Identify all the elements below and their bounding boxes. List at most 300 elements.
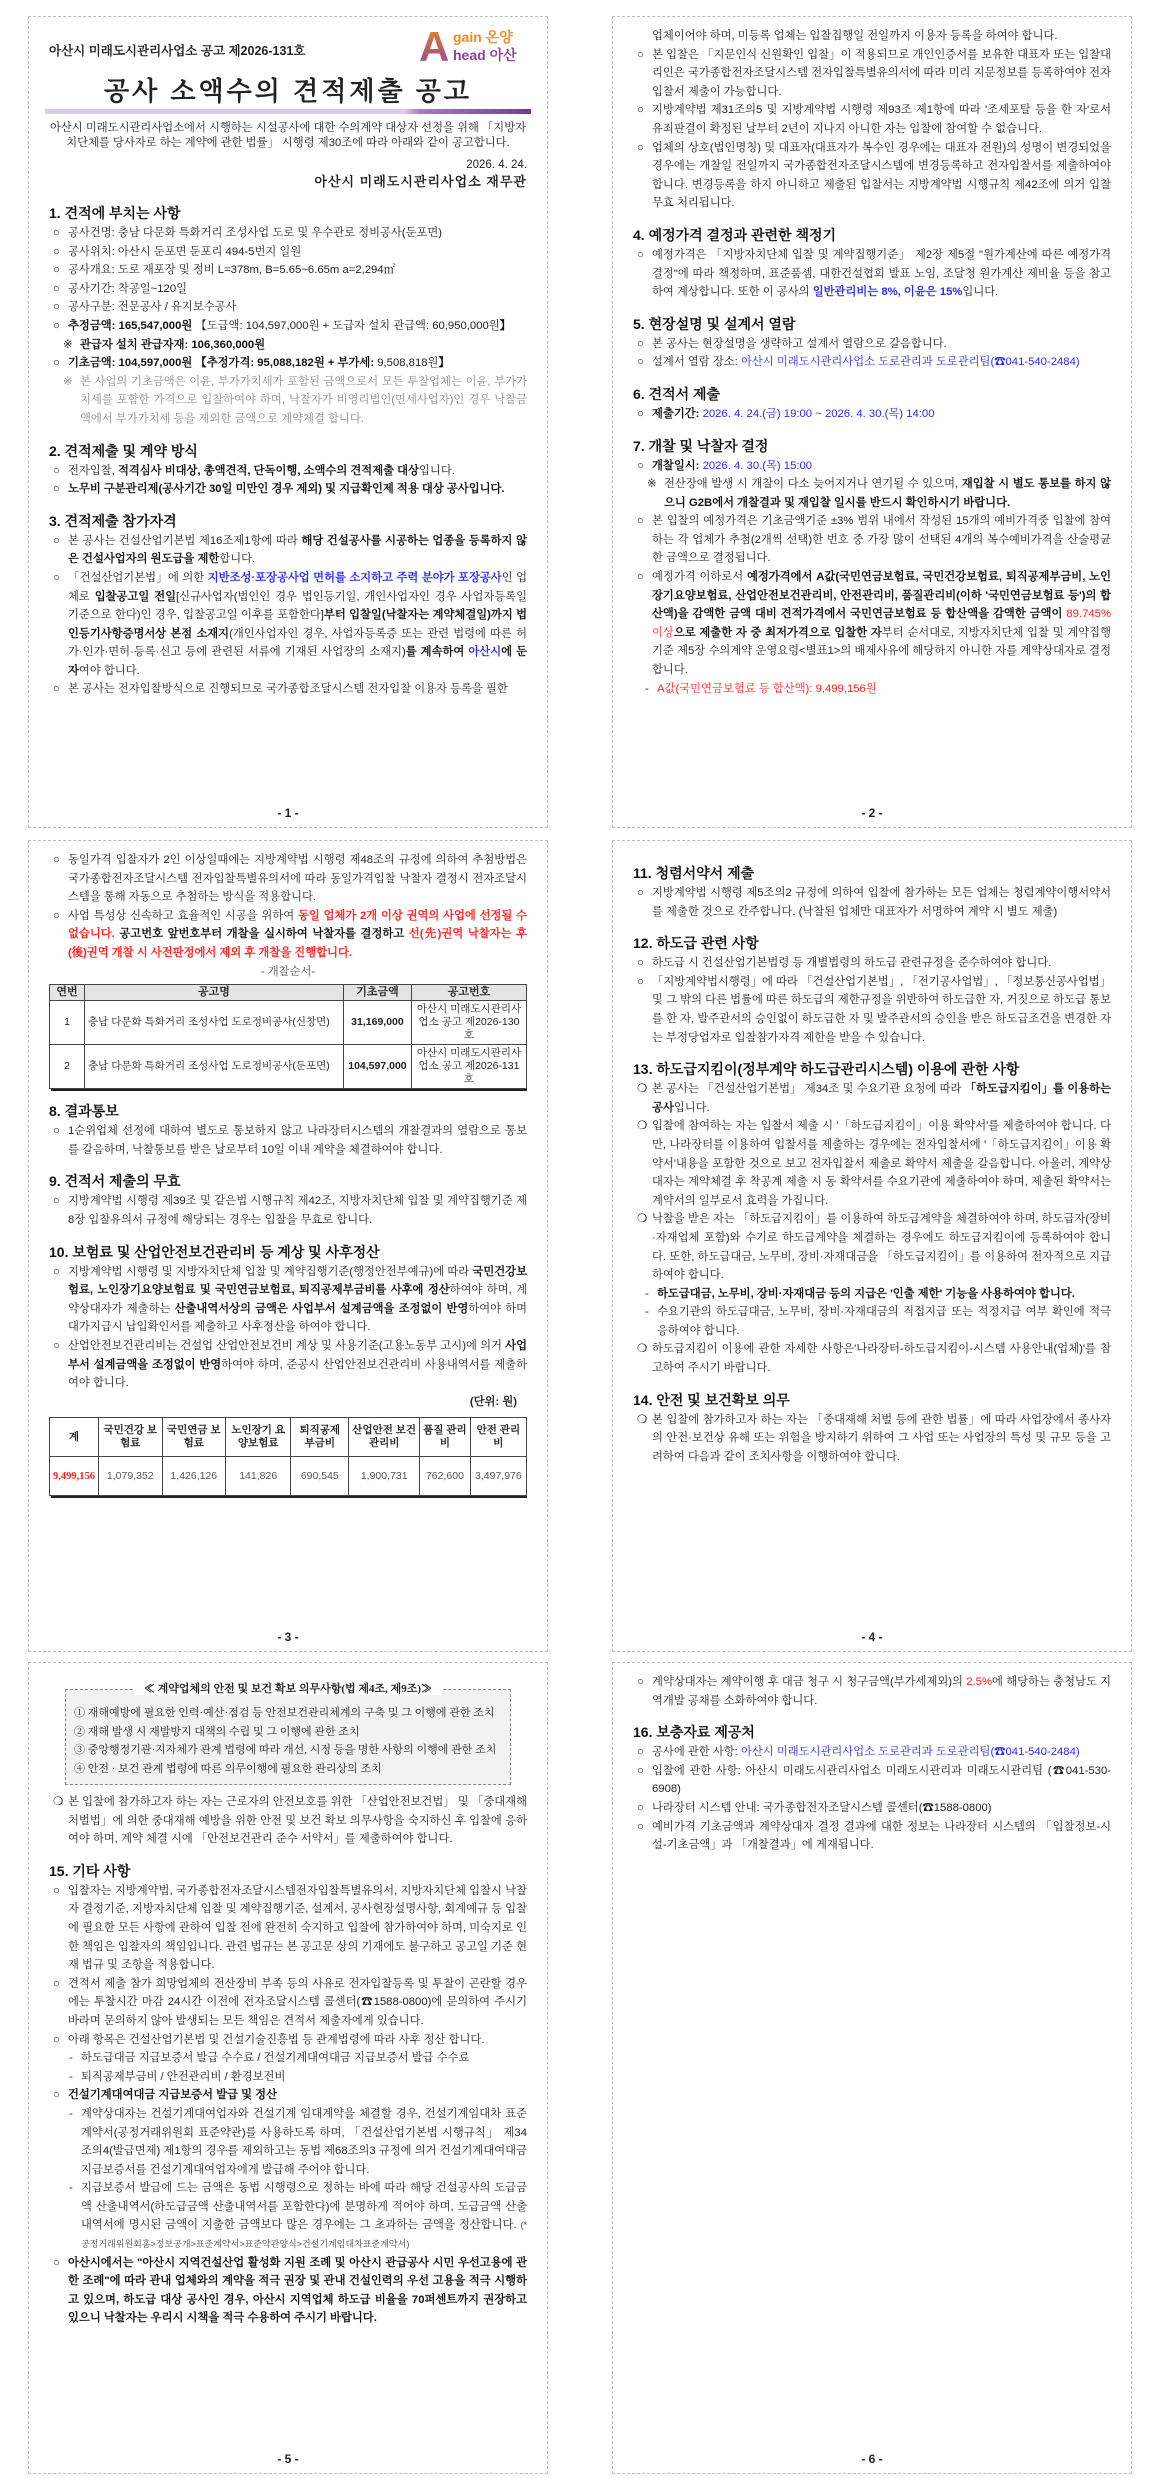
bullet-marker: ○ (637, 957, 644, 970)
item-text (68, 907, 527, 963)
text-run: 2026. 4. 30.(목) 15:00 (702, 459, 813, 472)
bullet-item (633, 954, 1111, 973)
item-text (657, 1285, 1111, 1304)
text-run: 지방계약법 시행령 및 지방자치단체 입찰 및 계약집행기준(행정안전부예규)에 따라 (68, 1265, 473, 1278)
bullet-item (49, 1192, 527, 1229)
text-run: 아래 항목은 건설산업기본법 및 건설기술진흥법 등 관계법령에 따라 사후 정산 합니다. (68, 2033, 485, 2046)
text-run: 본 입찰에 참가하고자 하는 자는 근로자의 안전보호를 위한 「산업안전보건법」 및 「중대재해처벌법」에 의한 중대재해 예방을 위한 안전 및 보건 확보 의무사항을 숙지하신 후 입찰에 응하여야 하며, 계약 체결 시에 「안전보건관리 준수 서약서」를 제출하여야 합니다. (68, 1796, 527, 1846)
box-item: ③ 중앙행정기관·지자체가 관계 법령에 따라 개선, 시정 등을 명한 사항의 이행에 관한 조치 (74, 1744, 497, 1756)
section-heading: 9. 견적서 제출의 무효 (49, 1173, 181, 1190)
text-run: 공사개요: 도로 재포장 및 정비 L=378m, B=5.65~6.65m a=2,294㎡ (68, 264, 395, 277)
text-run: 하여야 하며, 준공시 산업안전보건관리비 사용내역서를 제출하여야 합니다. (68, 1358, 527, 1390)
bullet-item (633, 568, 1111, 680)
text-run: 공사위치: 아산시 둔포면 둔포리 494-5번지 일원 (68, 245, 302, 258)
box-item: ④ 안전 · 보건 관계 법령에 따른 의무이행에 필요한 관리상의 조치 (74, 1762, 382, 1775)
item-text (652, 46, 1111, 102)
text-run: 아산시 미래도시관리사업소 도로관리과 도로관리팀(☎041-540-2484) (740, 356, 1080, 369)
text-run: 본 공사는 전자입찰방식으로 진행되므로 국가종합조달시스템 전자입찰 이용자 등록을 필한 (68, 683, 508, 696)
section-heading: 16. 보충자료 제공처 (633, 1724, 755, 1741)
text-run: 설계서 열람 장소: (652, 356, 741, 369)
item-text (80, 336, 527, 355)
text-run: 지방계약법 제31조의5 및 지방계약법 시행령 제93조 제1항에 따라 '조세포탈 등을 한 자'로서 유죄판결이 확정된 날부터 2년이 지나지 아니한 자는 입찰에 참여할 수 없습니다. (652, 104, 1111, 135)
item-text (81, 2105, 527, 2179)
bullet-marker: ❍ (637, 1343, 648, 1356)
item-text (68, 480, 527, 499)
text-run: 본 입찰은 「지문인식 신원확인 입찰」이 적용되므로 개인인증서를 보유한 대표자 또는 입찰대리인은 국가종합전자조달시스템 전자입찰특별유의서에 따라 미리 지문정보를 등록하여야 전자입찰서 제출이 가능합니다. (652, 48, 1111, 98)
bullet-marker: ○ (53, 534, 60, 547)
item-text (652, 1743, 1111, 1762)
bullet-marker: ○ (637, 248, 644, 261)
paragraph (633, 27, 1111, 46)
text-run: 건설기계대여대금 지급보증서 발급 및 정산 (68, 2089, 277, 2102)
bullet-item (49, 1975, 527, 2031)
item-text (68, 298, 527, 317)
dash-item (49, 2049, 527, 2068)
text-run: 입니다. (962, 286, 999, 299)
table-row (50, 1001, 527, 1045)
bullet-marker: ○ (637, 104, 644, 117)
item-text (652, 1411, 1111, 1467)
text-run: 국민건강보험료, 노인장기요양보험료 및 국민연금보험료, 퇴직공제부금비를 사후에 정산 (68, 1265, 527, 1297)
bullet-item (49, 680, 527, 699)
bullet-marker: ○ (53, 1195, 60, 1208)
page-3 (28, 840, 548, 1652)
item-text (68, 354, 527, 373)
bullet-item (49, 317, 527, 336)
page-body (49, 1673, 527, 2449)
item-text (652, 1210, 1111, 1284)
bullet-item (633, 457, 1111, 476)
text-run: 공사건명: 충남 다문화 특화거리 조성사업 도로 및 우수관로 정비공사(둔포면) (68, 227, 443, 239)
column-header: 기초금액 (343, 985, 411, 1001)
bullet-item (49, 851, 527, 907)
item-text (68, 261, 527, 280)
bullet-marker: ○ (53, 227, 60, 239)
item-text (652, 884, 1111, 921)
item-text (68, 1122, 527, 1159)
item-text (652, 101, 1111, 138)
item-text (68, 1192, 527, 1229)
bullet-item (633, 1762, 1111, 1799)
table-cell: 1,079,352 (99, 1457, 163, 1496)
section-heading: 2. 견적제출 및 계약 방식 (49, 442, 198, 459)
text-run: 2026. 4. 24.(금) 19:00 ~ 2026. 4. 30.(목) 14:00 (702, 407, 935, 420)
text-run: 업체의 상호(법인명칭) 및 대표자(대표자가 복수인 경우에는 대표자 전원)의 성명이 변경되었을 경우에는 개찰일 전일까지 국가종합전자조달시스템에 변경등록하고 전자입찰서를 제출하여야 합니다. 변경등록을 하지 아니하고 제출된 입찰서는 지방계약법 시행규칙 제42조에 의거 입찰 무효 처리됩니다. (652, 141, 1111, 210)
bullet-item (633, 1340, 1111, 1377)
text-run: 입찰공고일 전일 (94, 590, 177, 603)
page-4 (612, 840, 1132, 1652)
item-text (652, 1799, 1111, 1818)
bullet-item (633, 1411, 1111, 1467)
item-text (652, 27, 1111, 46)
text-run: 개찰일시: (652, 459, 703, 472)
column-header: 산업안전 보건관리비 (349, 1418, 420, 1457)
logo-letter: A (419, 23, 450, 70)
bullet-marker: ○ (53, 2089, 60, 2102)
text-run: 예비가격 기초금액과 계약상대자 결정 결과에 대한 정보는 나라장터 시스템의 「입찰정보-시설-기초금액」과 「개찰결과」에 게재됩니다. (652, 1820, 1111, 1852)
bullet-item (49, 2031, 527, 2050)
text-run: 공사에 관한 사항: (652, 1746, 741, 1759)
text-run: 부터 순서대로, 지방자치단체 입찰 및 계약집행기준 제5장 수의계약 운영요령<별표1>의 배제사유에 해당하지 아니한 자를 계약상대자로 결정합니다. (652, 626, 1111, 677)
column-header: 연번 (50, 985, 85, 1001)
bullet-marker: ○ (637, 887, 644, 899)
text-run: 아산시에서는 "아산시 지역건설산업 활성화 지원 조례 및 아산시 관급공사 시민 우선고용에 관한 조례"에 따라 관내 업체와의 계약을 적극 권장 및 관내 건설인력의 우선 고용을 적극 시행하고 있으며, 하도급 대상 공사인 경우, 아산시 지역업체 하도급 비율을 70퍼센트까지 권장하고 있으니 낙찰자는 우리시 시책을 적극 수용하여 주시기 바랍니다. (68, 2256, 527, 2325)
bullet-marker: ○ (637, 1820, 644, 1833)
page-1 (28, 16, 548, 828)
text-run: 일반관리비는 8%, 이윤은 15% (812, 286, 963, 299)
text-run: 지방계약법 시행령 제39조 및 같은법 시행규칙 제42조, 지방자치단체 입찰 및 계약집행기준 제8장 입찰유의서 규정에 해당되는 경우는 입찰을 무효로 합니다. (68, 1195, 527, 1226)
bullet-marker: ○ (53, 683, 60, 696)
section-heading: 7. 개찰 및 낙찰자 결정 (633, 437, 769, 454)
text-run: 지급보증서 발급에 드는 금액은 동법 시행령으로 정하는 바에 따라 해당 건설공사의 도급금액 산출내역서(하도급금액 산출내역서를 포함한다)에 분명하게 적어야 하며, 도급금액 산출내역서에 명시된 금액이 지출한 금액보다 많은 경우에는 그 초과하는 금액을 정산합니다. (81, 2182, 527, 2232)
notice-date: 2026. 4. 24. (466, 159, 527, 171)
bullet-item (49, 2086, 527, 2105)
bullet-item (633, 1743, 1111, 1762)
bullet-item (633, 1799, 1111, 1818)
item-text (81, 2049, 527, 2068)
text-run: [신규사업자(법인인 경우 법인등기일, 개인사업자인 경우 사업자등록일 기준으로 한다)인 경우, 입찰공고일 이후를 포함한다] (68, 590, 527, 622)
bullet-item (633, 1117, 1111, 1210)
box-title-wrap (66, 1680, 510, 1698)
bullet-item (49, 1337, 527, 1393)
bullet-marker: ○ (637, 407, 644, 420)
text-run: 2.5% (966, 1676, 993, 1688)
item-text (68, 280, 527, 299)
table-cell: 3,497,976 (470, 1457, 526, 1496)
page-number: - 5 - (49, 2449, 527, 2473)
bullet-marker: ○ (637, 1676, 644, 1688)
item-text (68, 2031, 527, 2050)
bullet-item (633, 884, 1111, 921)
table-cell: 762,600 (420, 1457, 471, 1496)
text-run: 본 입찰에 참가하고자 하는 자는 「중대재해 처벌 등에 관한 법률」에 따라 사업장에서 종사자의 안전·보건상 유해 또는 위험을 방지하기 위하여 그 사업 또는 사업장의 특성 및 규모 등을 고려하여 다음과 같이 조치사항을 이행하여야 합니다. (652, 1413, 1111, 1463)
page-body (49, 851, 527, 1627)
item-text (68, 1337, 527, 1393)
text-run: 선(先)권역 낙찰자는 후(後)권역 개찰 시 사전판정에서 제외 후 개찰을 진행합니다. (68, 928, 527, 959)
bullet-marker: ○ (53, 264, 60, 277)
logo-line1: gain 온양 (453, 29, 513, 45)
section-heading: 3. 견적제출 참가자격 (49, 512, 177, 529)
bullet-marker: ❍ (637, 1413, 648, 1426)
bullet-marker: ○ (637, 1801, 644, 1814)
column-header: 품질 관리비 (420, 1418, 471, 1457)
bullet-marker: ❍ (637, 1120, 648, 1133)
bullet-marker: ※ (63, 375, 73, 388)
bullet-marker: ○ (637, 356, 644, 369)
section-heading: 11. 청렴서약서 제출 (633, 865, 755, 881)
item-text (652, 1340, 1111, 1377)
text-run: 】 (438, 357, 450, 370)
text-run: 입찰에 관한 사항: 아산시 미래도시관리사업소 미래도시관리과 미래도시관리팀 (☎041-530-6908) (652, 1764, 1111, 1796)
text-run: 동일 업체가 2개 이상 권역의 사업에 선정될 수 없습니다. (68, 909, 527, 941)
bullet-marker: ❍ (637, 1083, 648, 1096)
note-item (633, 475, 1111, 512)
bullet-item (49, 1793, 527, 1849)
section-heading: 1. 견적에 부치는 사항 (49, 205, 181, 221)
text-run: 계약상대자는 건설기계대여업자와 건설기계 임대계약을 체결할 경우, 건설기계임대차 표준계약서(공정거래위원회 표준약관)를 사용하도록 하며, 「건설산업기본법 시행규칙」 제34조의4(발급면제) 제1항의 경우를 제외하고는 동법 제68조의3 규정에 의거 건설기계대여대금 지급보증서를 건설기계대여업자에게 발급해 주어야 합니다. (81, 2107, 527, 2176)
intro-text: 아산시 미래도시관리사업소에서 시행하는 시설공사에 대한 수의계약 대상자 선정을 위해 「지방자치단체를 당사자로 하는 계약에 관한 법률」 시행령 제30조에 따라 아래와 같이 공고합니다. (49, 122, 527, 149)
bullet-marker: ○ (53, 464, 60, 477)
column-header: 국민건강 보험료 (99, 1418, 163, 1457)
bullet-marker: ○ (53, 1265, 60, 1278)
item-text (652, 1080, 1111, 1117)
item-text (81, 2068, 527, 2087)
bullet-marker: ○ (637, 141, 644, 154)
bullet-item (49, 1882, 527, 1975)
item-text (68, 851, 527, 907)
text-run: 입니다. (419, 464, 455, 477)
item-text (652, 1762, 1111, 1799)
table-cell: 104,597,000 (343, 1045, 411, 1089)
bullet-marker: - (645, 682, 649, 695)
text-run: 추정금액: 165,547,000원 (68, 319, 196, 332)
text-run: 9,508,818원 (377, 357, 439, 370)
item-text (652, 246, 1111, 302)
bullet-marker: - (645, 1306, 649, 1319)
page-2 (612, 16, 1132, 828)
bullet-marker: ○ (637, 1746, 644, 1759)
column-header: 퇴직공제 부금비 (291, 1418, 349, 1457)
title-divider (45, 109, 531, 114)
bullet-item (49, 532, 527, 569)
note-item (49, 336, 527, 355)
text-run: 하도급대금, 노무비, 장비·자재대금 등의 지급은 '인출 제한' 기능을 사용하여야 합니다. (657, 1287, 1075, 1300)
bullet-marker: ○ (53, 571, 60, 584)
bullet-item (49, 907, 527, 963)
bullet-marker: ❍ (637, 1213, 648, 1226)
text-run: 예정가격 이하로서 (652, 571, 747, 584)
bullet-item (633, 512, 1111, 568)
text-run: 합니다. (219, 553, 256, 566)
text-run: 에 둔 자 (68, 646, 527, 677)
text-run: 아산시 미래도시관리사업소 도로관리과 도로관리팀(☎041-540-2484) (740, 1746, 1080, 1759)
item-text (68, 224, 527, 243)
section-heading: 14. 안전 및 보건확보 의무 (633, 1391, 790, 1408)
bullet-item (49, 354, 527, 373)
column-header: 노인장기 요양보험료 (226, 1418, 291, 1457)
item-text (68, 1793, 527, 1849)
table-cell: 1 (50, 1001, 85, 1045)
safety-obligations-box (65, 1683, 511, 1785)
page-5 (28, 1662, 548, 2474)
text-run: 관급자 설치 관급자재: 106,360,000원 (80, 338, 266, 351)
section-heading: 15. 기타 사항 (49, 1862, 131, 1879)
item-text (652, 1673, 1111, 1710)
bullet-marker: ❍ (53, 1796, 64, 1808)
column-header: 안전 관리비 (470, 1418, 526, 1457)
text-run: 에 해당하는 충청남도 지역개발 공채를 소화하여야 합니다. (652, 1676, 1111, 1707)
text-run: 「지방계약법시행령」에 따라 「건설산업기본법」, 「전기공사업법」, 「정보통신공사업법」 및 그 밖의 다른 법률에 따른 하도급의 제한규정을 위반하여 하도급한 자, 거짓으로 하도급 통보를 한 자, 발주관서의 승인없이 하도급한 자 및 발주관서의 승인을 받은 하도급조건을 변경한 자는 부정당업자로 입찰참가자격 제한을 받을 수 있습니다. (652, 975, 1111, 1044)
item-text (652, 512, 1111, 568)
section-heading: 5. 현장설명 및 설계서 열람 (633, 315, 796, 332)
page-body (49, 191, 527, 803)
bullet-marker: ○ (53, 319, 60, 332)
text-run: (* 공정거래위원회홈>정보공개>표준계약서>표준약관양식>건설기계임대차표준계약서) (81, 2220, 527, 2250)
text-run: 공고번호 앞번호부터 개찰을 실시하여 낙찰자를 결정하고 (119, 928, 409, 941)
text-run: 퇴직공제부금비 / 안전관리비 / 환경보전비 (81, 2070, 286, 2083)
notice-number: 아산시 미래도시관리사업소 공고 제2026-131호 (49, 44, 306, 58)
bullet-marker: ○ (53, 483, 60, 496)
bullet-item (49, 480, 527, 499)
text-run: 제출기간: (652, 407, 703, 420)
page-header (49, 23, 527, 191)
bullet-marker: ○ (637, 459, 644, 472)
bullet-marker: ○ (637, 515, 644, 528)
text-run: 부터 입찰일(낙찰자는 계약체결일)까지 법인등기사항증명서상 본점 소재지 (68, 609, 527, 640)
item-text (652, 973, 1111, 1047)
bullet-marker: - (69, 2182, 73, 2195)
bullet-item (633, 335, 1111, 354)
text-run: 재입찰 시 별도 통보를 하지 않으니 G2B에서 개찰결과 및 재입찰 일시를 반드시 확인하시기 바랍니다. (664, 478, 1111, 509)
text-run: 공사구분: 전문공사 / 유지보수공사 (68, 301, 237, 314)
text-run: 【도급액: 104,597,000원 + 도급자 설치 관급액: 60,950,000원 (195, 319, 500, 332)
bullet-marker: ○ (53, 1977, 60, 1990)
text-run: 입찰에 참여하는 자는 입찰서 제출 시 '「하도급지킴이」이용 확약서'를 제출하여야 합니다. 다만, 나라장터를 이용하여 입찰서를 제출하는 경우에는 전자입찰서에 '「하도급지킴이」이용 확약서'내용을 포함한 것으로 보고 전자입찰서 제출로 확약서 제출을 갈음합니다. 아울러, 계약상대자는 계약체결 후 착공계 제출 시 동 확약서를 수요기관에 제출하여야 하며, 제출된 확약서는 계약서의 일부로서 효력을 가집니다. (652, 1120, 1111, 1207)
dash-item (633, 680, 1111, 699)
bullet-marker: ○ (53, 301, 60, 314)
section-heading: 4. 예정가격 결정과 관련한 책정기 (633, 226, 837, 243)
item-text (68, 317, 527, 336)
text-run: 전산장애 발생 시 개찰이 다소 늦어지거나 연기될 수 있으며, (664, 478, 962, 491)
bullet-marker: ○ (53, 2256, 60, 2269)
bullet-item (633, 1080, 1111, 1117)
bullet-item (633, 1818, 1111, 1855)
item-text (68, 532, 527, 569)
bullet-item (633, 46, 1111, 102)
table-cell: 2 (50, 1045, 85, 1089)
page-number: - 3 - (49, 1627, 527, 1651)
dash-item (633, 1303, 1111, 1340)
text-run: 1순위업체 선정에 대하여 별도로 통보하지 않고 나라장터시스템의 개찰결과의 열람으로 통보를 갈음하며, 낙찰통보를 받은 날로부터 10일 이내 계약을 체결하여야 합니다. (68, 1125, 527, 1156)
bullet-item (49, 2254, 527, 2328)
item-text (652, 457, 1111, 476)
text-run: 본 공사는 건설산업기본법 제16조제1항에 따라 (68, 534, 302, 547)
item-text (652, 335, 1111, 354)
table-header-row (50, 985, 527, 1001)
bullet-item (633, 1210, 1111, 1284)
section-heading: 12. 하도급 관련 사항 (633, 935, 759, 952)
signer: 아산시 미래도시관리사업소 재무관 (314, 174, 527, 189)
table-cell: 9,499,156 (50, 1457, 99, 1496)
bullet-marker: ○ (637, 48, 644, 61)
text-run: 견적서 제출 참가 희망업체의 전산장비 부족 등의 사유로 전자입찰등록 및 투찰이 곤란할 경우에는 투찰시간 마감 24시간 이전에 전자조달시스템 콜센터(☎1588-0800)에 문의하여 주시기 바라며 문의하지 않아 발생되는 모든 책임은 견적서 제출자에게 있습니다. (68, 1977, 527, 2027)
bullet-item (49, 280, 527, 299)
text-run: 하여야 하며, 계약상대자가 제출하는 (68, 1284, 527, 1315)
insurance-cost-table (49, 1417, 527, 1496)
bullet-marker: ○ (53, 245, 60, 258)
bullet-marker: ○ (53, 1339, 60, 1352)
bullet-item (633, 405, 1111, 424)
bullet-marker: ※ (647, 478, 657, 491)
column-header: 국민연금 보험료 (162, 1418, 226, 1457)
section-heading: 13. 하도급지킴이(정부계약 하도급관리시스템) 이용에 관한 사항 (633, 1061, 1020, 1078)
table-row (50, 1045, 527, 1089)
text-run: 수요기관의 하도급대금, 노무비, 장비·자재대금의 직접지급 또는 적정지급 여부 확인에 적극 응하여야 합니다. (657, 1306, 1111, 1337)
text-run: 예정가격은 「지방자치단체 입찰 및 계약집행기준」 제2장 제5절 "원가계산에 따른 예정가격 결정"에 따라 책정하며, 표준품셈, 대한건설협회 발표 노임, 조달청 원가계산 제비율 등을 참고하여 계상합니다. 또한 이 공사의 (652, 248, 1111, 299)
bullet-item (49, 1263, 527, 1337)
header-top-row (49, 23, 527, 75)
item-text (68, 462, 527, 481)
bullet-marker: - (69, 2070, 73, 2083)
bullet-item (633, 1673, 1111, 1710)
table-cell: 1,426,126 (162, 1457, 226, 1496)
item-text (652, 1818, 1111, 1855)
bullet-item (49, 261, 527, 280)
text-run: 지반조성·포장공사업 면허를 소지하고 주력 분야가 포장공사 (207, 571, 502, 584)
table-cell: 충남 다문화 특화거리 조성사업 도로정비공사(신창면) (85, 1001, 344, 1045)
dash-item (633, 1285, 1111, 1304)
table-caption: - 개찰순서- (260, 965, 316, 978)
bullet-item (49, 462, 527, 481)
bullet-marker: ※ (63, 338, 73, 351)
item-text (652, 139, 1111, 213)
table-cell: 31,169,000 (343, 1001, 411, 1045)
item-text (68, 569, 527, 681)
text-run: 공사기간: 착공일~120일 (68, 282, 188, 295)
table-cell: 아산시 미래도시관리사업소 공고 제2026-130호 (412, 1001, 527, 1045)
item-text (68, 680, 527, 699)
text-run: 를 계속하여 (405, 646, 469, 659)
section-heading: 8. 결과통보 (49, 1103, 119, 1120)
text-run: 본 입찰의 예정가격은 기초금액기준 ±3% 범위 내에서 작성된 15개의 예비가격중 입찰에 참여하는 각 업체가 추첨(2개씩 선택)한 번호 중 가장 많이 선택된 4개의 복수예비가격을 산술평균한 금액으로 결정됩니다. (652, 515, 1111, 565)
bullet-marker: ○ (53, 1884, 60, 1897)
column-header: 계 (50, 1418, 99, 1457)
page-number: - 1 - (49, 803, 527, 827)
item-text (80, 373, 527, 429)
text-run: 노무비 구분관리제(공사기간 30일 미만인 경우 제외) 및 지급확인제 적용 대상 공사입니다. (68, 483, 505, 496)
bullet-item (49, 243, 527, 262)
item-text (68, 243, 527, 262)
table-row (50, 1457, 527, 1496)
text-run: 아산시 (468, 646, 502, 659)
bullet-marker: ○ (637, 1764, 644, 1777)
text-run: 본 사업의 기초금액은 이윤, 부가가치세가 포함된 금액으로서 모든 투찰업체는 이윤, 부가가치세를 포함한 가격으로 입찰하여야 하며, 낙찰자가 비영리법인(면세사업자)인 경우 낙찰금액에서 부가가치세 등을 제외한 금액으로 계약체결 합니다. (80, 375, 527, 425)
bullet-item (633, 101, 1111, 138)
text-run: 「건설산업기본법」에 의한 (68, 571, 208, 584)
logo-line2: head 아산 (453, 47, 517, 63)
bullet-marker: ○ (637, 337, 644, 350)
bullet-marker: ○ (53, 1125, 60, 1138)
text-run: 나라장터 시스템 안내: 국가종합전자조달시스템 콜센터(☎1588-0800) (652, 1801, 992, 1814)
text-run: 입니다. (673, 1101, 710, 1114)
box-item: ① 재해예방에 필요한 인력·예산·점검 등 안전보건관리체계의 구축 및 그 이행에 관한 조치 (74, 1707, 495, 1719)
item-text (652, 568, 1111, 680)
city-logo (419, 23, 527, 73)
page-body (633, 1673, 1111, 2449)
bullet-marker: - (69, 2052, 73, 2065)
page-number: - 4 - (633, 1627, 1111, 1651)
bullet-marker: ○ (53, 282, 60, 295)
table-cell: 690,545 (291, 1457, 349, 1496)
note-item (49, 373, 527, 429)
table-cell: 141,826 (226, 1457, 291, 1496)
item-text (657, 1303, 1111, 1340)
bullet-marker: ○ (637, 975, 644, 988)
page-body (633, 27, 1111, 803)
bullet-item (633, 139, 1111, 213)
bullet-marker: ○ (53, 909, 60, 922)
box-item: ② 재해 발생 시 재발방지 대책의 수립 및 그 이행에 관한 조치 (74, 1725, 360, 1738)
bullet-item (633, 353, 1111, 372)
text-run: 】 (499, 319, 511, 332)
item-text (652, 353, 1111, 372)
text-run: 하도급대금 지급보증서 발급 수수료 / 건설기계대여대금 지급보증서 발급 수수료 (81, 2052, 470, 2065)
table-cell: 아산시 미래도시관리사업소 공고 제2026-131호 (412, 1045, 527, 1089)
text-run: 여야 합니다. (78, 664, 140, 677)
item-text (664, 475, 1111, 512)
unit-label: (단위: 원) (469, 1395, 517, 1408)
text-run: 하도급지킴이 이용에 관한 자세한 사항은'나라장터-하도급지킴이-시스템 사용안내(업체)'를 참고하여 주시기 바랍니다. (652, 1343, 1111, 1375)
